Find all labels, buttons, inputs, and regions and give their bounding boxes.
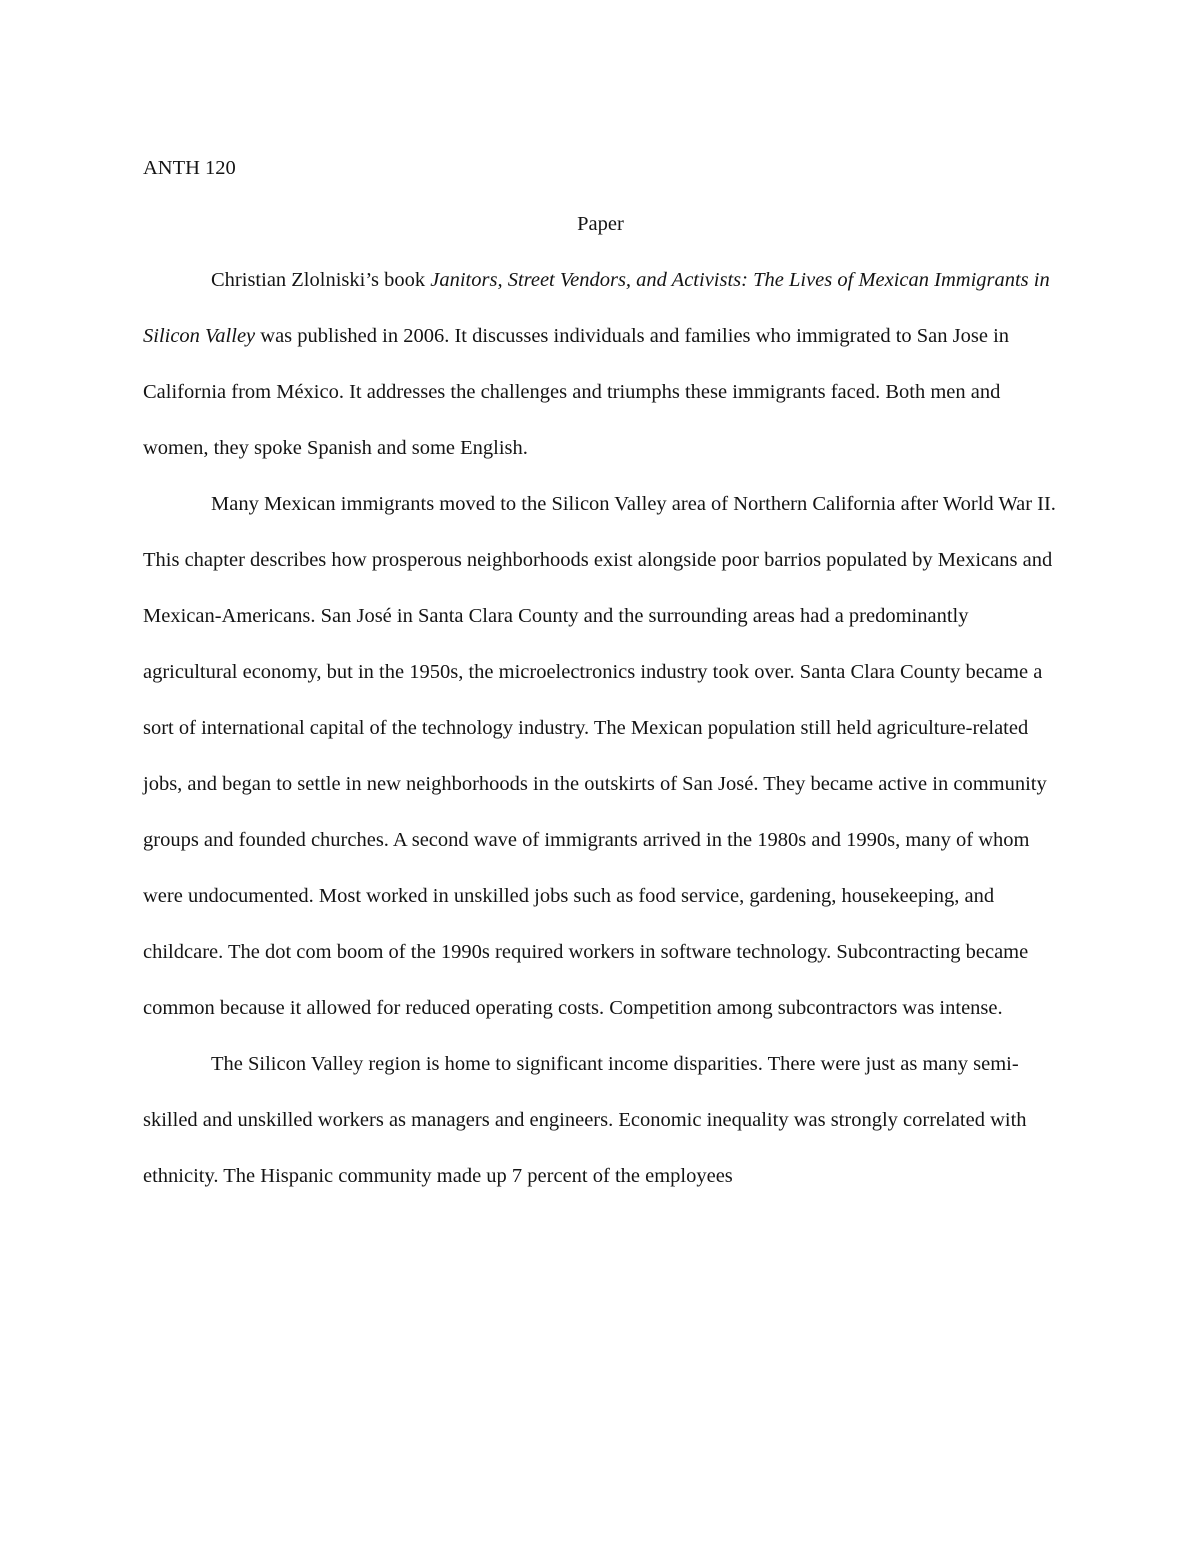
paper-title: Paper: [577, 213, 624, 235]
course-header: ANTH 120: [143, 157, 236, 179]
book-title: Janitors, Street Vendors, and Activists: The Lives of Mexican Immigrants in Silicon Valley: [143, 269, 1050, 347]
paragraph-intro-rest: was published in 2006. It discusses individuals and families who immigrated to San Jose in California from México. It addresses the challenges and triumphs these immigrants faced. Both men and women, they spoke Spanish and some English.: [143, 325, 1010, 459]
paragraph-inequality: The Silicon Valley region is home to significant income disparities. There were just as many semi-skilled and unskilled workers as managers and engineers. Economic inequality was strongly correlated with ethnicity. The Hispanic community made up 7 percent of the employees: [143, 1053, 1027, 1187]
paragraph-intro: [143, 252, 1058, 476]
paragraph-history: Many Mexican immigrants moved to the Silicon Valley area of Northern California after World War II. This chapter describes how prosperous neighborhoods exist alongside poor barrios populated by Mexicans and Mexican-Americans. San José in Santa Clara County and the surrounding areas had a predominantly agricultural economy, but in the 1950s, the microelectronics industry took over. Santa Clara County became a sort of international capital of the technology industry. The Mexican population still held agriculture-related jobs, and began to settle in new neighborhoods in the outskirts of San José. They became active in community groups and founded churches. A second wave of immigrants arrived in the 1980s and 1990s, many of whom were undocumented. Most worked in unskilled jobs such as food service, gardening, housekeeping, and childcare. The dot com boom of the 1990s required workers in software technology. Subcontracting became common because it allowed for reduced operating costs. Competition among subcontractors was intense.: [143, 493, 1056, 1019]
paragraph-intro-lead: Christian Zlolniski’s book: [211, 269, 431, 291]
document-body: [143, 140, 1058, 1204]
